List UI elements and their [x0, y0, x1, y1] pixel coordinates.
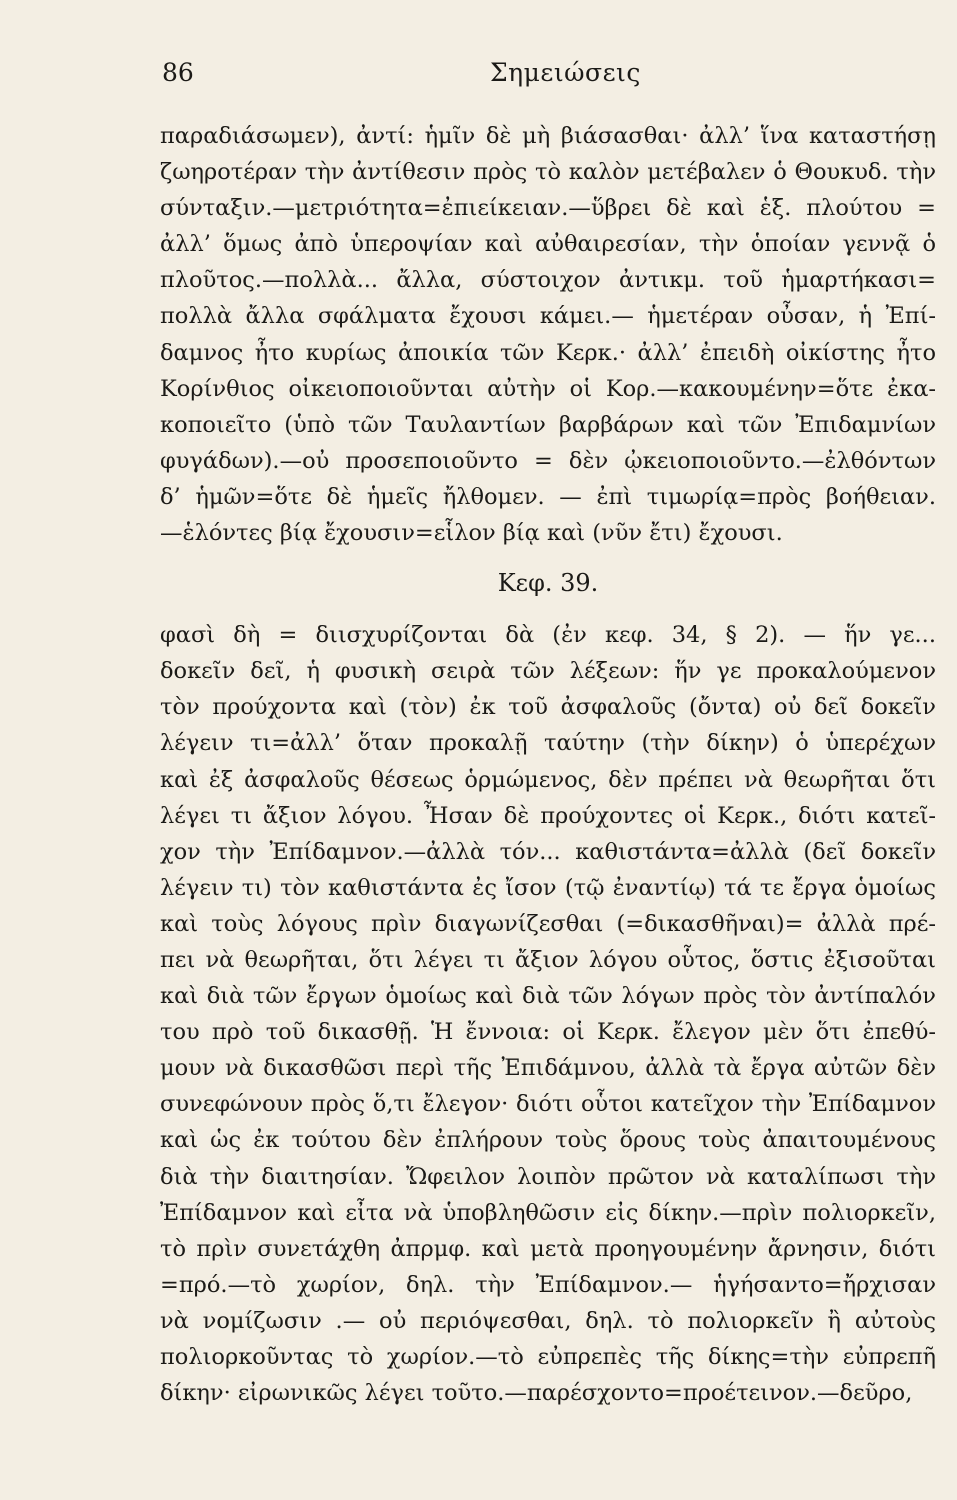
notes-body	[160, 118, 936, 1411]
text-line: ζωηροτέραν τὴν ἀντίθεσιν πρὸς τὸ καλὸν μετέβαλεν ὁ Θουκυδ. τὴν	[160, 159, 936, 186]
text-line: λέγει τι ἄξιον λόγου. Ἦσαν δὲ προύχοντες οἱ Κερκ., διότι κατεῖ-	[160, 802, 936, 829]
text-line: του πρὸ τοῦ δικασθῇ. Ἡ ἔννοια: οἱ Κερκ. ἔλεγον μὲν ὅτι ἐπεθύ-	[160, 1019, 936, 1046]
text-line: —ἑλόντες βίᾳ ἔχουσιν=εἷλον βίᾳ καὶ (νῦν ἔτι) ἔχουσι.	[160, 520, 783, 547]
text-line: καὶ διὰ τῶν ἔργων ὁμοίως καὶ διὰ τῶν λόγων πρὸς τὸν ἀντίπαλόν	[160, 983, 936, 1010]
text-line: πλοῦτος.—πολλὰ... ἄλλα, σύστοιχον ἀντικμ. τοῦ ἡμαρτήκασι=	[160, 267, 936, 294]
notes-section-1	[160, 118, 936, 551]
text-line: δ’ ἡμῶν=ὅτε δὲ ἡμεῖς ἤλθομεν. — ἐπὶ τιμωρίᾳ=πρὸς βοήθειαν.	[160, 483, 936, 510]
text-line: πει νὰ θεωρῆται, ὅτι λέγει τι ἄξιον λόγου οὗτος, ὅστις ἐξισοῦται	[160, 946, 936, 973]
text-line: χον τὴν Ἐπίδαμνον.—ἀλλὰ τόν... καθιστάντα=ἀλλὰ (δεῖ δοκεῖν	[160, 838, 936, 865]
text-line: δοκεῖν δεῖ, ἡ φυσικὴ σειρὰ τῶν λέξεων: ἥν γε προκαλούμενον	[160, 658, 936, 685]
text-line: ἀλλ’ ὅμως ἀπὸ ὑπεροψίαν καὶ αὐθαιρεσίαν, τὴν ὁποίαν γεννᾷ ὁ	[160, 231, 936, 258]
text-line: τὸ πρὶν συνετάχθη ἀπρμφ. καὶ μετὰ προηγουμένην ἄρνησιν, διότι	[160, 1235, 936, 1262]
running-head	[160, 58, 860, 94]
text-line: τὸν προύχοντα καὶ (τὸν) ἐκ τοῦ ἀσφαλοῦς (ὄντα) οὐ δεῖ δοκεῖν	[160, 694, 936, 721]
text-line: =πρό.—τὸ χωρίον, δηλ. τὴν Ἐπίδαμνον.— ἡγήσαντο=ἤρχισαν	[160, 1271, 936, 1298]
text-line: καὶ ἐξ ἀσφαλοῦς θέσεως ὁρμώμενος, δὲν πρέπει νὰ θεωρῆται ὅτι	[160, 766, 936, 793]
text-line: παραδιάσωμεν), ἀντί: ἡμῖν δὲ μὴ βιάσασθαι· ἀλλ’ ἵνα καταστήσῃ	[160, 123, 936, 149]
page-number: 86	[162, 58, 194, 87]
notes-section-2	[160, 617, 936, 1411]
text-line: Κορίνθιος οἰκειοποιοῦνται αὐτὴν οἱ Κορ.—κακουμένην=ὅτε ἐκα-	[160, 375, 936, 402]
text-line: λέγειν τι=ἀλλ’ ὅταν προκαλῇ ταύτην (τὴν δίκην) ὁ ὑπερέχων	[160, 730, 936, 757]
text-line: σύνταξιν.—μετριότητα=ἐπιείκειαν.—ὕβρει δὲ καὶ ἑξ. πλούτου =	[160, 195, 936, 222]
text-line: καὶ τοὺς λόγους πρὶν διαγωνίζεσθαι (=δικασθῆναι)= ἀλλὰ πρέ-	[160, 910, 936, 937]
text-line: φυγάδων).—οὐ προσεποιοῦντο = δὲν ᾠκειοποιοῦντο.—ἐλθόντων	[160, 447, 936, 474]
text-line: νὰ νομίζωσιν .— οὐ περιόψεσθαι, δηλ. τὸ πολιορκεῖν ἢ αὐτοὺς	[160, 1307, 936, 1334]
text-line: διὰ τὴν διαιτησίαν. Ὤφειλον λοιπὸν πρῶτον νὰ καταλίπωσι τὴν	[160, 1163, 936, 1190]
page-header-title: Σημειώσεις	[490, 58, 641, 87]
chapter-heading: Κεφ. 39.	[497, 569, 599, 598]
text-line: κοποιεῖτο (ὑπὸ τῶν Ταυλαντίων βαρβάρων καὶ τῶν Ἐπιδαμνίων	[160, 411, 936, 438]
text-line: Ἐπίδαμνον καὶ εἶτα νὰ ὑποβληθῶσιν εἰς δίκην.—πρὶν πολιορκεῖν,	[160, 1199, 936, 1226]
text-line: δίκην· εἰρωνικῶς λέγει τοῦτο.—παρέσχοντο=προέτεινον.—δεῦρο,	[160, 1380, 913, 1407]
text-line: συνεφώνουν πρὸς ὅ,τι ἔλεγον· διότι οὗτοι κατεῖχον τὴν Ἐπίδαμνον	[160, 1091, 936, 1118]
text-line: καὶ ὡς ἐκ τούτου δὲν ἐπλήρουν τοὺς ὅρους τοὺς ἀπαιτουμένους	[160, 1127, 936, 1154]
text-line: πολλὰ ἄλλα σφάλματα ἔχουσι κάμει.— ἡμετέραν οὖσαν, ἡ Ἐπί-	[160, 303, 936, 330]
text-line: πολιορκοῦντας τὸ χωρίον.—τὸ εὐπρεπὲς τῆς δίκης=τὴν εὐπρεπῆ	[160, 1344, 936, 1370]
text-line: μουν νὰ δικασθῶσι περὶ τῆς Ἐπιδάμνου, ἀλλὰ τὰ ἔργα αὐτῶν δὲν	[160, 1055, 936, 1082]
text-line: δαμνος ἦτο κυρίως ἀποικία τῶν Κερκ.· ἀλλ’ ἐπειδὴ οἰκίστης ἦτο	[160, 339, 936, 366]
text-line: φασὶ δὴ = διισχυρίζονται δὰ (ἐν κεφ. 34, § 2). — ἥν γε...	[160, 622, 936, 649]
text-line: λέγειν τι) τὸν καθιστάντα ἐς ἴσον (τῷ ἐναντίῳ) τά τε ἔργα ὁμοίως	[160, 874, 936, 901]
